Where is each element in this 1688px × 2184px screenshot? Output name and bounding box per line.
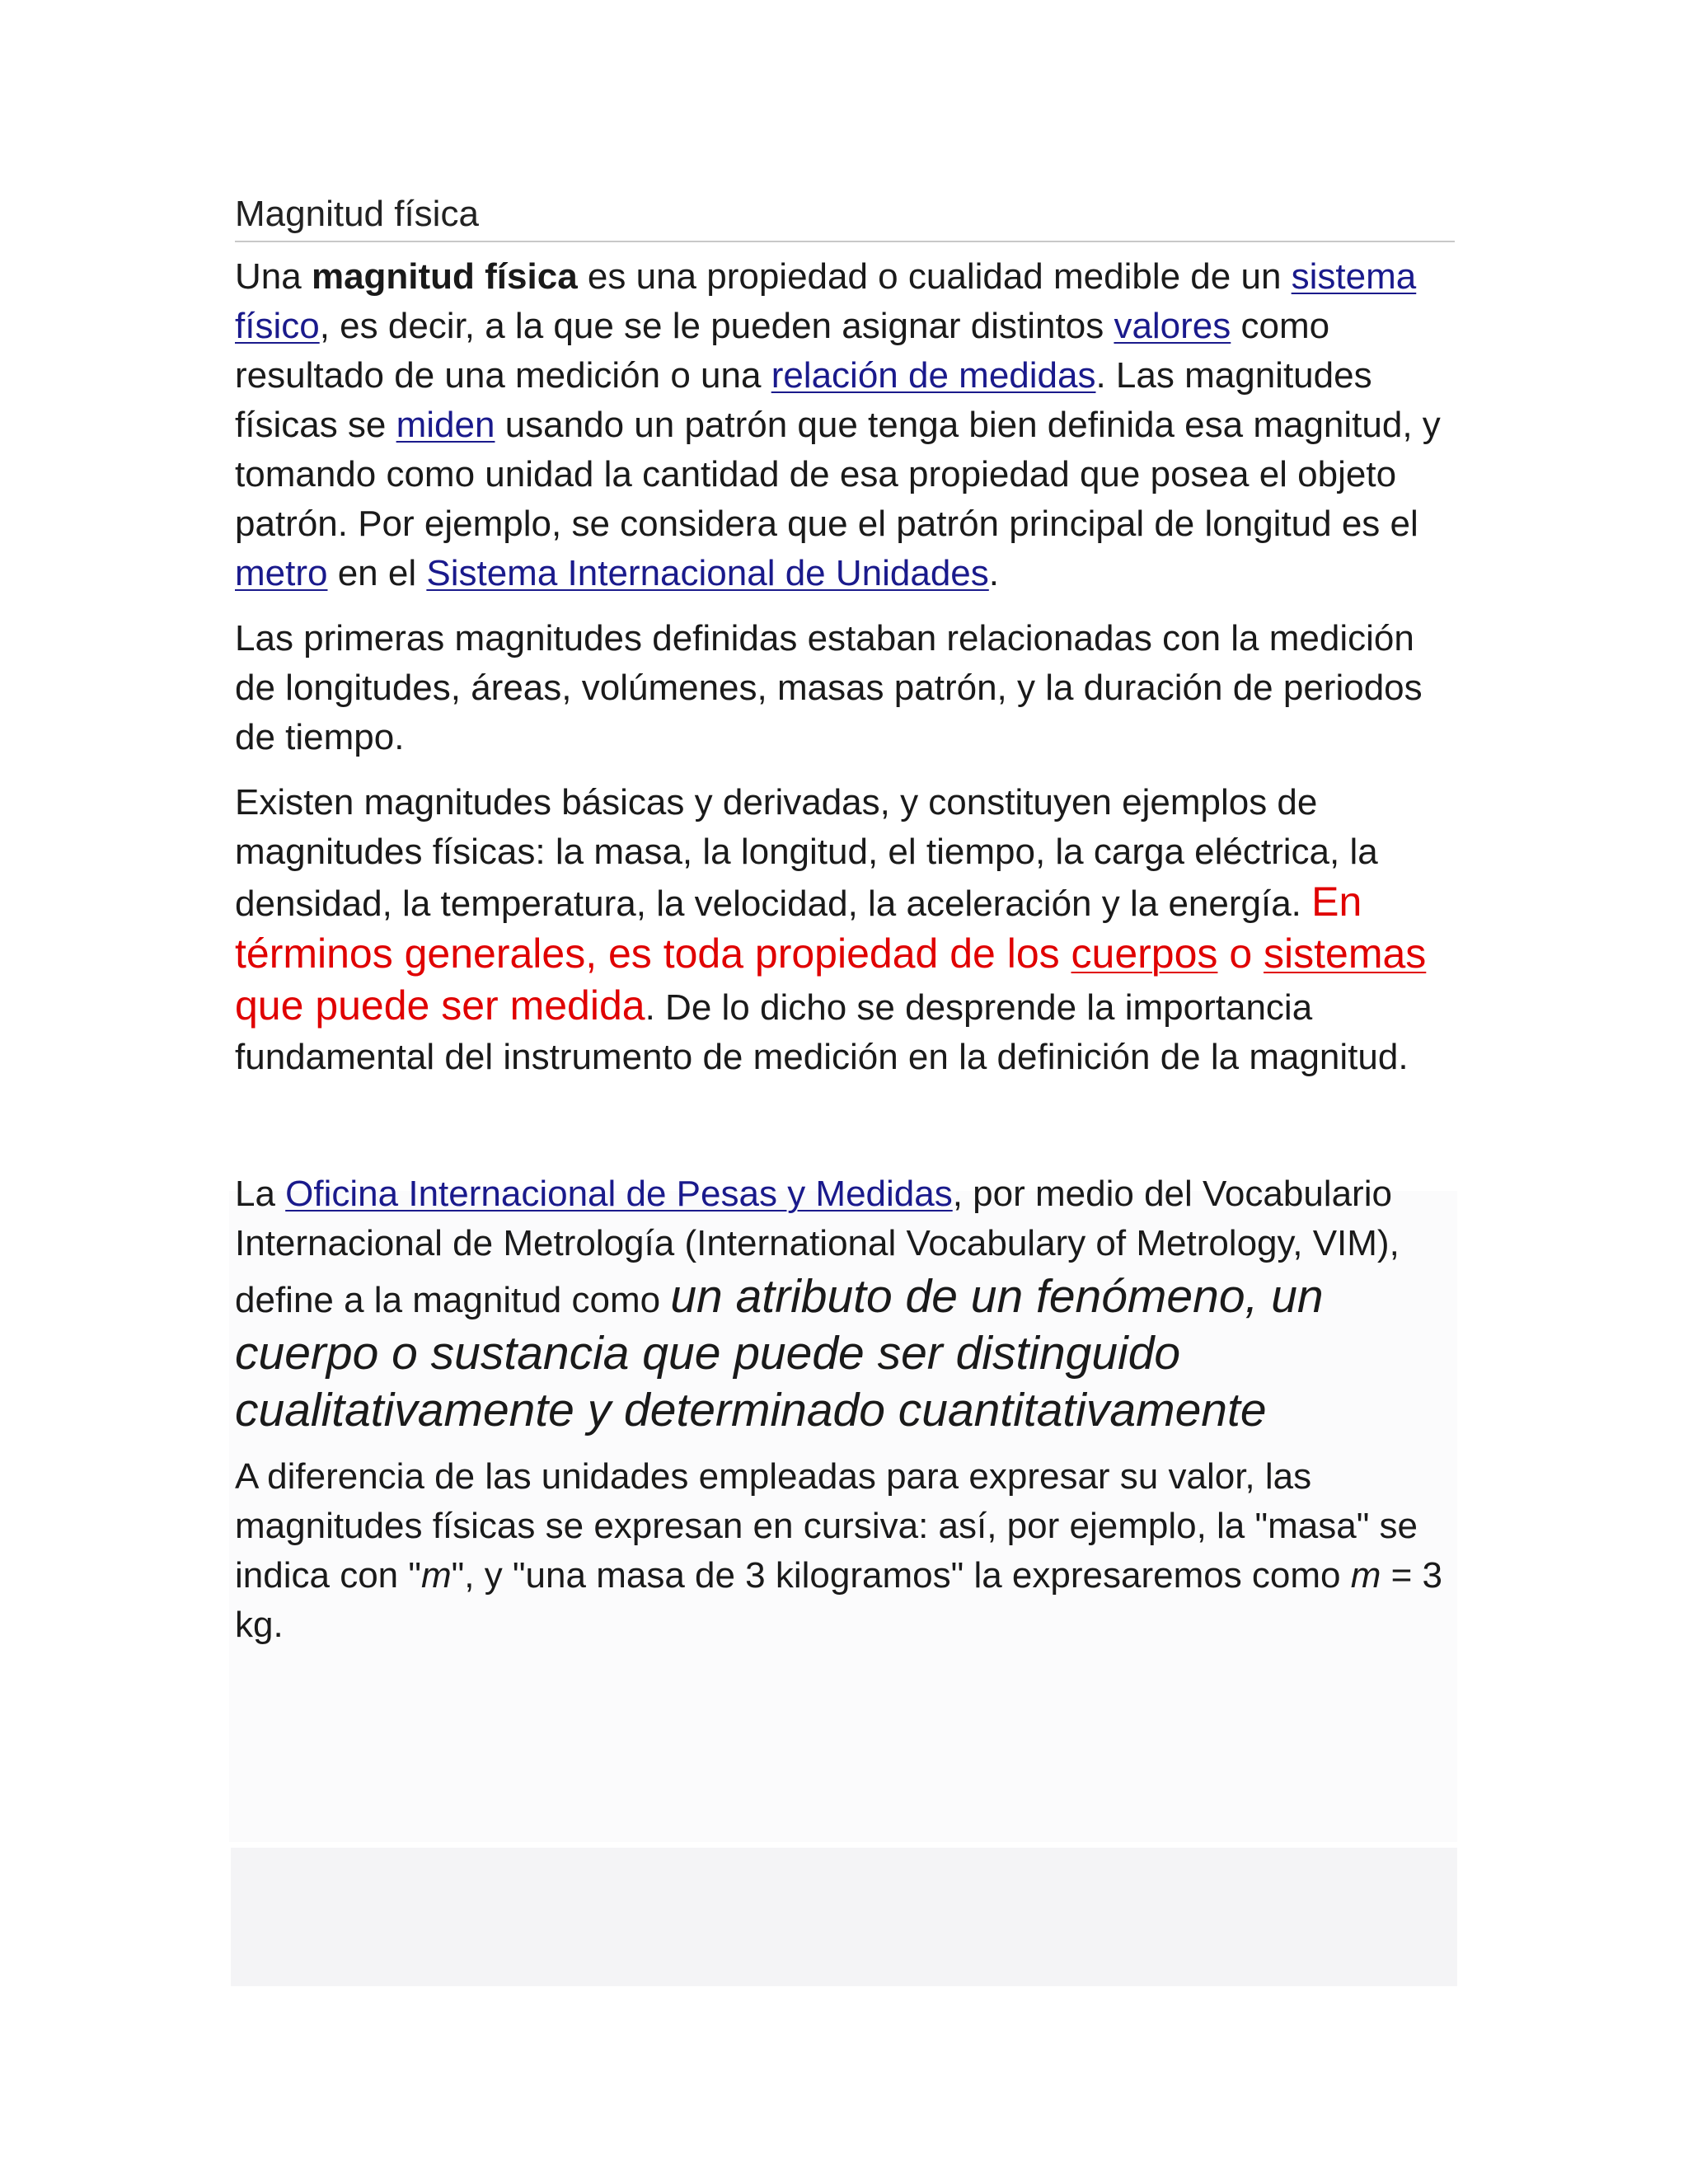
link-oficina-internacional[interactable]: Oficina Internacional de Pesas y Medidas [285, 1174, 953, 1214]
article-content [235, 190, 1455, 1650]
paragraph-examples: Existen magnitudes básicas y derivadas, y constituyen ejemplos de magnitudes físicas: la masa, la longitud, el tiempo, la carga eléctrica, la densidad, la temperatura, la velocidad, la aceleración y la energía. En términos generales, es toda propiedad de los cuerpos o sistemas que puede ser medida. De lo dicho se desprende la importancia fundamental del instrumento de medición en la definición de la magnitud. [235, 782, 1427, 1077]
link-cuerpos[interactable]: cuerpos [1071, 930, 1218, 977]
link-relacion-de-medidas[interactable]: relación de medidas [771, 355, 1096, 396]
paragraph-history: Las primeras magnitudes definidas estaban relacionadas con la medición de longitudes, áreas, volúmenes, masas patrón, y la duración de periodos de tiempo. [235, 618, 1423, 757]
paragraph-vim: La Oficina Internacional de Pesas y Medidas, por medio del Vocabulario Internacional de Metrología (International Vocabulary of Metrology, VIM), define a la magnitud como un atributo de un fenómeno, un cuerpo o sustancia que puede ser distinguido cualitativamente y determinado cuantitativamente [235, 1174, 1400, 1436]
link-metro[interactable]: metro [235, 553, 328, 593]
link-valores[interactable]: valores [1114, 306, 1231, 346]
link-sistema-fisico[interactable]: sistema físico [235, 256, 1417, 346]
empty-shaded-box [231, 1848, 1457, 1986]
vim-quote: un atributo de un fenómeno, un cuerpo o sustancia que puede ser distinguido cualitativamente y determinado cuantitativamente [235, 1270, 1324, 1436]
link-sistemas[interactable]: sistemas [1264, 930, 1427, 977]
highlighted-definition: En términos generales, es toda propiedad de los cuerpos o sistemas que puede ser medida [235, 879, 1427, 1029]
paragraph-definition: Una magnitud física es una propiedad o cualidad medible de un sistema físico, es decir, a la que se le pueden asignar distintos valores como resultado de una medición o una relación de medidas. Las magnitudes físicas se miden usando un patrón que tenga bien definida esa magnitud, y tomando como unidad la cantidad de esa propiedad que posea el objeto patrón. Por ejemplo, se considera que el patrón principal de longitud es el metro en el Sistema Internacional de Unidades. [235, 256, 1441, 593]
link-miden[interactable]: miden [396, 405, 495, 445]
bold-term: magnitud física [311, 256, 578, 297]
symbol-m: m [420, 1555, 452, 1596]
link-sistema-internacional[interactable]: Sistema Internacional de Unidades [426, 553, 989, 593]
paragraph-notation: A diferencia de las unidades empleadas para expresar su valor, las magnitudes físicas se expresan en cursiva: así, por ejemplo, la "masa" se indica con "m", y "una masa de 3 kilogramos" la expresaremos como m = 3 kg. [235, 1456, 1443, 1645]
page-title: Magnitud física [235, 190, 1455, 242]
symbol-m-2: m [1350, 1555, 1381, 1596]
